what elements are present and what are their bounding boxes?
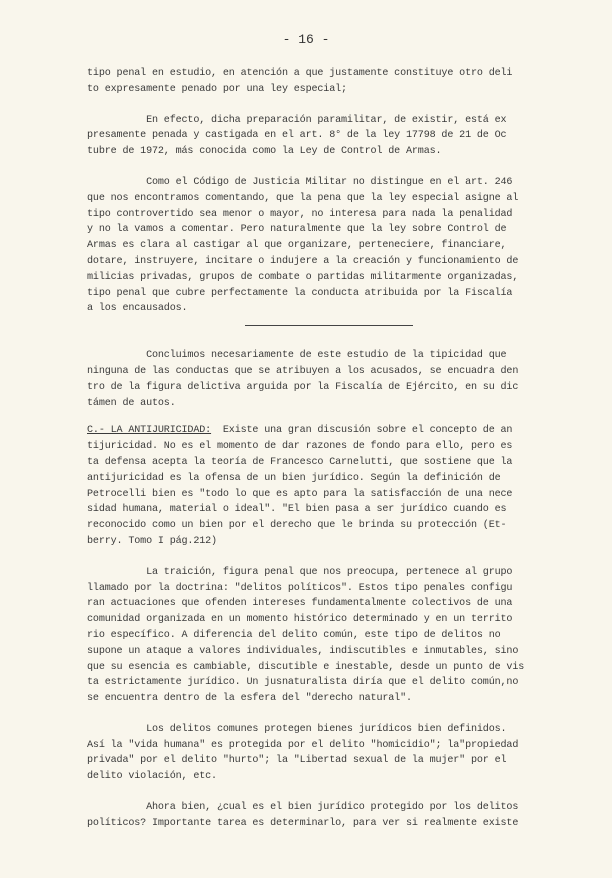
text-line: Petrocelli bien es "todo lo que es apto para la satisfacción de una nece bbox=[87, 488, 513, 500]
text-line: que nos encontramos comentando, que la pena que la ley especial asigne al bbox=[87, 192, 519, 204]
text-line: Así la "vida humana" es protegida por el delito "homicidio"; la"propiedad bbox=[87, 739, 519, 751]
text-line: milicias privadas, grupos de combate o partidas militarmente organizadas, bbox=[87, 271, 519, 283]
text-line: támen de autos. bbox=[87, 397, 176, 409]
text-line: a los encausados. bbox=[87, 303, 188, 315]
text-line: En efecto, dicha preparación paramilitar, de existir, está ex bbox=[87, 114, 507, 126]
text-line: Ahora bien, ¿cual es el bien jurídico protegido por los delitos bbox=[87, 802, 519, 814]
text-line: tijuricidad. No es el momento de dar razones de fondo para ello, pero es bbox=[87, 441, 513, 453]
text-line: Los delitos comunes protegen bienes jurídicos bien definidos. bbox=[87, 723, 507, 735]
text-line: tro de la figura delictiva arguida por la Fiscalía de Ejército, en su dic bbox=[87, 381, 519, 393]
section-heading: C.- LA ANTIJURICIDAD: bbox=[87, 425, 212, 437]
paragraph-antijuricidad bbox=[87, 423, 527, 549]
paragraph-2 bbox=[87, 113, 527, 160]
paragraph-7 bbox=[87, 722, 527, 785]
text-line: rio específico. A diferencia del delito común, este tipo de delitos no bbox=[87, 629, 501, 641]
text-line: Como el Código de Justicia Militar no distingue en el art. 246 bbox=[87, 176, 513, 188]
text-line: y no la vamos a comentar. Pero naturalmente que la ley sobre Control de bbox=[87, 224, 507, 236]
text-line: berry. Tomo I pág.212) bbox=[87, 535, 217, 547]
text-line: Armas es clara al castigar al que organizare, perteneciere, financiare, bbox=[87, 240, 507, 252]
text-line: llamado por la doctrina: "delitos políticos". Estos tipo penales configu bbox=[87, 582, 513, 594]
text-line: privada" por el delito "hurto"; la "Libertad sexual de la mujer" por el bbox=[87, 755, 507, 767]
text-line: tipo penal que cubre perfectamente la conducta atribuida por la Fiscalía bbox=[87, 287, 513, 299]
paragraph-3 bbox=[87, 175, 527, 317]
text-line: se encuentra dentro de la esfera del "derecho natural". bbox=[87, 693, 412, 705]
text-line: antijuricidad es la ofensa de un bien jurídico. Según la definición de bbox=[87, 472, 501, 484]
text-line: tipo controvertido sea menor o mayor, no interesa para nada la penalidad bbox=[87, 208, 513, 220]
paragraph-8 bbox=[87, 800, 527, 832]
text-line: comunidad organizada en un momento histórico determinado y en un territo bbox=[87, 614, 513, 626]
text-line: supone un ataque a valores individuales, indiscutibles e inmutables, sino bbox=[87, 645, 519, 657]
body-text bbox=[87, 66, 527, 832]
section-divider bbox=[245, 325, 413, 326]
text-line: La traición, figura penal que nos preocupa, pertenece al grupo bbox=[87, 566, 513, 578]
text-line: que su esencia es cambiable, discutible e inestable, desde un punto de vis bbox=[87, 661, 525, 673]
section-heading-line bbox=[87, 423, 527, 439]
paragraph-1 bbox=[87, 66, 527, 98]
paragraph-6 bbox=[87, 565, 527, 707]
text-line: tipo penal en estudio, en atención a que justamente constituye otro deli bbox=[87, 68, 513, 79]
text-line: reconocido como un bien por el derecho que le brinda su protección (Et- bbox=[87, 520, 507, 532]
page-number: - 16 - bbox=[282, 32, 330, 47]
text-line: ninguna de las conductas que se atribuyen a los acusados, se encuadra den bbox=[87, 365, 519, 377]
text-line: tubre de 1972, más conocida como la Ley de Control de Armas. bbox=[87, 146, 442, 158]
text-line: ran actuaciones que ofenden intereses fundamentalmente colectivos de una bbox=[87, 598, 513, 610]
paragraph-4 bbox=[87, 348, 527, 411]
heading-rest: Existe una gran discusión sobre el concepto de an bbox=[211, 425, 513, 437]
text-line: políticos? Importante tarea es determinarlo, para ver si realmente existe bbox=[87, 817, 519, 829]
text-line: to expresamente penado por una ley especial; bbox=[87, 83, 347, 95]
text-line: dotare, instruyere, incitare o indujere a la creación y funcionamiento de bbox=[87, 255, 519, 267]
text-line: presamente penada y castigada en el art. 8° de la ley 17798 de 21 de Oc bbox=[87, 130, 507, 142]
text-line: ta defensa acepta la teoría de Francesco Carnelutti, que sostiene que la bbox=[87, 456, 513, 468]
text-line: sidad humana, material o ideal". "El bien pasa a ser jurídico cuando es bbox=[87, 504, 507, 516]
text-line: ta estrictamente jurídico. Un jusnaturalista diría que el delito común,no bbox=[87, 677, 519, 689]
text-line: delito violación, etc. bbox=[87, 771, 217, 783]
text-line: Concluimos necesariamente de este estudio de la tipicidad que bbox=[87, 350, 507, 362]
